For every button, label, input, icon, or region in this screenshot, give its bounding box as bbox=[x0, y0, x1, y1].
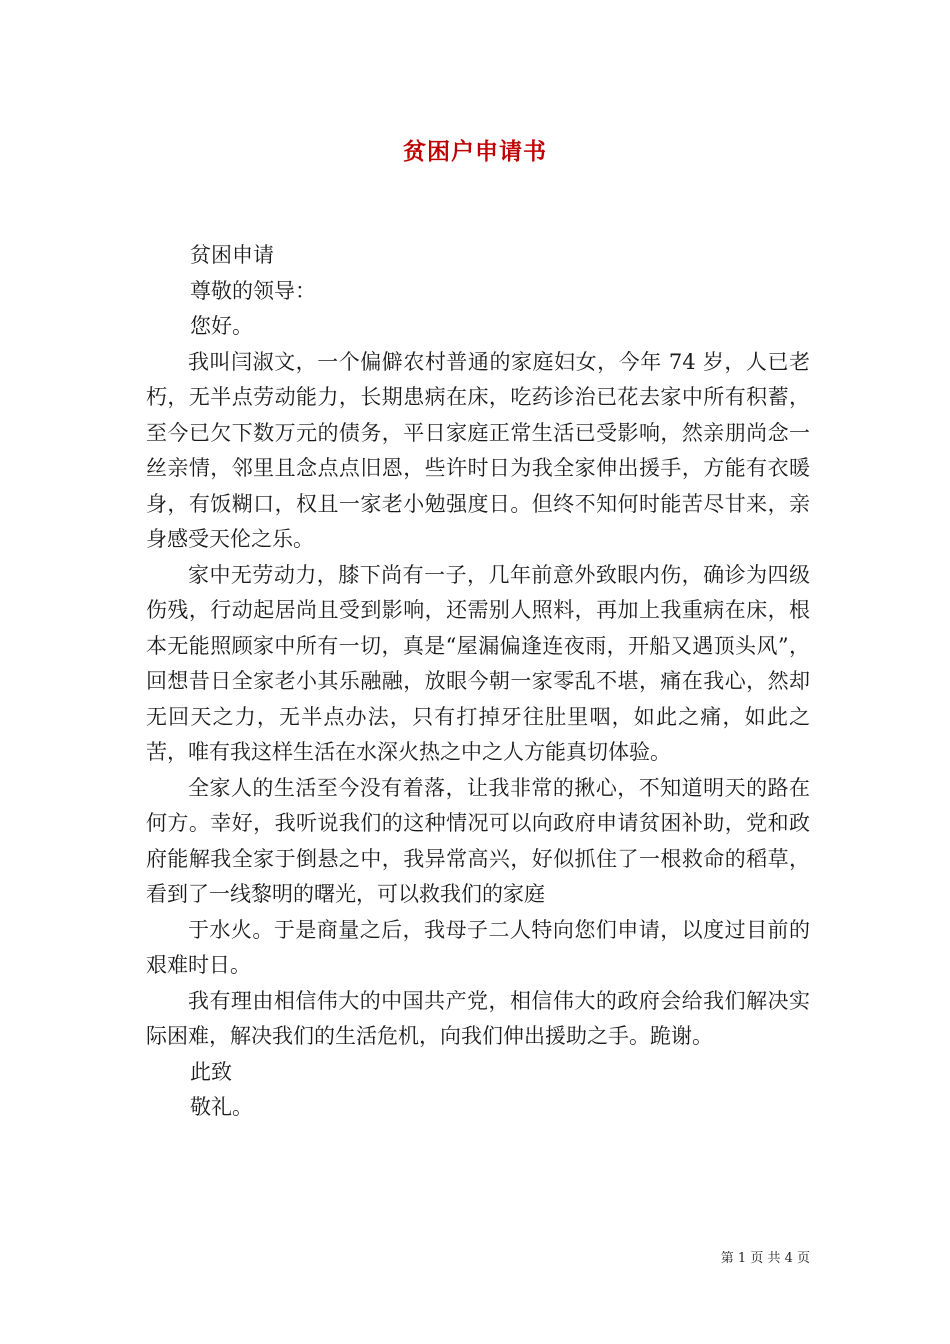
paragraph: 全家人的生活至今没有着落，让我非常的揪心，不知道明天的路在何方。幸好，我听说我们的这种情况可以向政府申请贫困补助，党和政府能解我全家于倒悬之中，我异常高兴，好似抓住了一根救命的稻草，看到了一线黎明的曙光，可以救我们的家庭 bbox=[146, 775, 810, 906]
document-body bbox=[146, 238, 810, 1126]
document-title: 贫困户申请书 bbox=[403, 139, 547, 165]
paragraph: 我叫闫淑文，一个偏僻农村普通的家庭妇女，今年 74 岁，人已老朽，无半点劳动能力，长期患病在床，吃药诊治已花去家中所有积蓄，至今已欠下数万元的债务，平日家庭正常生活已受影响，然亲朋尚念一丝亲情，邻里且念点点旧恩，些许时日为我全家伸出援手，方能有衣暖身，有饭糊口，权且一家老小勉强度日。但终不知何时能苦尽甘来，亲身感受天伦之乐。 bbox=[146, 349, 810, 551]
closing-line: 此致 bbox=[190, 1059, 232, 1084]
closing-regards: 敬礼。 bbox=[190, 1095, 253, 1119]
paragraph: 家中无劳动力，膝下尚有一子，几年前意外致眼内伤，确诊为四级伤残，行动起居尚且受到影响，还需别人照料，再加上我重病在床，根本无能照顾家中所有一切，真是“屋漏偏逢连夜雨，开船又遇顶头风”，回想昔日全家老小其乐融融，放眼今朝一家零乱不堪，痛在我心，然却无回天之力，无半点办法，只有打掉牙往肚里咽，如此之痛，如此之苦，唯有我这样生活在水深火热之中之人方能真切体验。 bbox=[146, 562, 810, 764]
salutation: 尊敬的领导： bbox=[190, 278, 316, 303]
page-indicator: 第 1 页 共 4 页 bbox=[720, 1251, 810, 1266]
greeting: 您好。 bbox=[190, 314, 253, 338]
paragraph: 于水火。于是商量之后，我母子二人特向您们申请，以度过目前的艰难时日。 bbox=[146, 917, 810, 977]
letter-heading: 贫困申请 bbox=[190, 243, 274, 267]
paragraph: 我有理由相信伟大的中国共产党，相信伟大的政府会给我们解决实际困难，解决我们的生活危机，向我们伸出援助之手。跪谢。 bbox=[146, 988, 810, 1048]
